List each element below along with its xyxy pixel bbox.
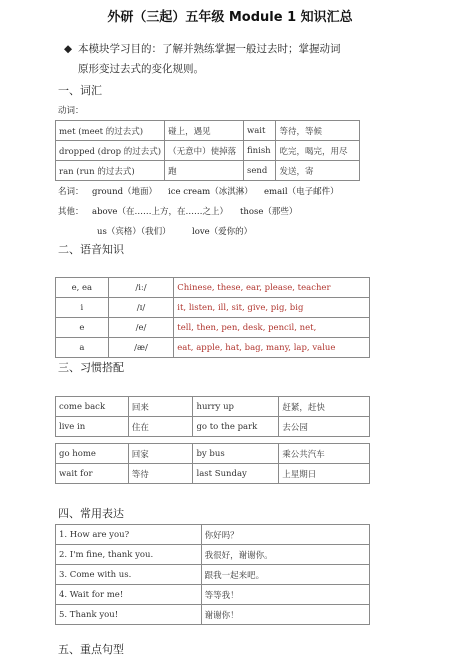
table-row [56,298,370,318]
table-row [56,565,370,585]
table-cell: a [56,338,109,358]
table-cell: 5. Thank you! [56,605,202,625]
table-cell: /e/ [108,318,174,338]
table-row [56,444,370,464]
table-row [56,605,370,625]
table-row [56,417,370,437]
table-cell: live in [56,417,129,437]
others-label: 其他： [58,207,84,217]
table-row [56,318,370,338]
table-cell: /iː/ [108,278,174,298]
table-cell: 上星期日 [279,464,370,484]
table-cell: come back [56,397,129,417]
section-expressions-heading: 四、常用表达 [58,507,124,520]
table-row [56,585,370,605]
table-cell: tell, then, pen, desk, pencil, net, [174,318,370,338]
table-cell: 发送，寄 [276,161,360,181]
nouns-label: 名词： [58,187,84,197]
other-item: love（爱你的） [192,227,253,237]
table-cell: it, listen, ill, sit, give, pig, big [174,298,370,318]
table-row [56,525,370,545]
other-item: us（宾格）（我们） [97,227,171,237]
table-cell: 你好吗？ [201,525,369,545]
section-vocabulary-heading: 一、词汇 [58,84,102,97]
table-cell: e [56,318,109,338]
table-row [56,397,370,417]
table-cell: 碰上，遇见 [165,121,244,141]
noun-item: email（电子邮件） [264,187,339,197]
table-row [56,121,360,141]
section-collocations-heading: 三、习惯搭配 [58,361,124,374]
table-row [56,161,360,181]
table-row [56,141,360,161]
table-cell: met (meet 的过去式) [56,121,165,141]
table-row [56,464,370,484]
collocations-table-1 [55,396,370,437]
table-cell: 赶紧，赶快 [279,397,370,417]
table-cell: 住在 [128,417,193,437]
table-cell: wait for [56,464,129,484]
table-cell: 3. Come with us. [56,565,202,585]
table-row [56,338,370,358]
objective-line-1: 本模块学习目的：了解并熟练掌握一般过去时；掌握动词 [78,43,341,55]
other-item: above（在……上方，在……之上） [92,207,228,217]
table-cell: 4. Wait for me! [56,585,202,605]
table-cell: go to the park [193,417,279,437]
table-cell: e, ea [56,278,109,298]
objective-line-2: 原形变过去式的变化规则。 [78,63,204,75]
table-cell: 2. I'm fine, thank you. [56,545,202,565]
table-cell: 回家 [128,444,193,464]
noun-item: ground（地面） [92,187,158,197]
page-title: 外研（三起）五年级 Module 1 知识汇总 [107,10,353,25]
objective-bullet: ◆ [64,43,73,55]
table-cell: 等待 [128,464,193,484]
table-cell: by bus [193,444,279,464]
table-cell: ran (run 的过去式) [56,161,165,181]
table-cell: 1. How are you? [56,525,202,545]
section-phonics-heading: 二、语音知识 [58,243,124,256]
collocations-table-2 [55,443,370,484]
table-cell: 等待，等候 [276,121,360,141]
table-cell: 谢谢你！ [201,605,369,625]
table-cell: go home [56,444,129,464]
table-cell: 等等我！ [201,585,369,605]
table-cell: 跟我一起来吧。 [201,565,369,585]
table-cell: finish [243,141,275,161]
table-cell: dropped (drop 的过去式) [56,141,165,161]
table-cell: 去公园 [279,417,370,437]
table-cell: （无意中）使掉落 [165,141,244,161]
table-cell: /æ/ [108,338,174,358]
other-item: those（那些） [240,207,298,217]
table-cell: i [56,298,109,318]
table-cell: 乘公共汽车 [279,444,370,464]
table-row [56,278,370,298]
verbs-label: 动词： [58,106,84,116]
phonics-table [55,277,370,358]
table-cell: wait [243,121,275,141]
section-key-sentences-heading: 五、重点句型 [58,643,124,656]
noun-item: ice cream（冰淇淋） [168,187,253,197]
table-row [56,545,370,565]
table-cell: last Sunday [193,464,279,484]
table-cell: /ɪ/ [108,298,174,318]
expressions-table [55,524,370,625]
table-cell: 跑 [165,161,244,181]
table-cell: Chinese, these, ear, please, teacher [174,278,370,298]
table-cell: send [243,161,275,181]
table-cell: 我很好，谢谢你。 [201,545,369,565]
table-cell: hurry up [193,397,279,417]
verbs-table [55,120,360,181]
table-cell: 回来 [128,397,193,417]
table-cell: eat, apple, hat, bag, many, lap, value [174,338,370,358]
table-cell: 吃完，喝完，用尽 [276,141,360,161]
